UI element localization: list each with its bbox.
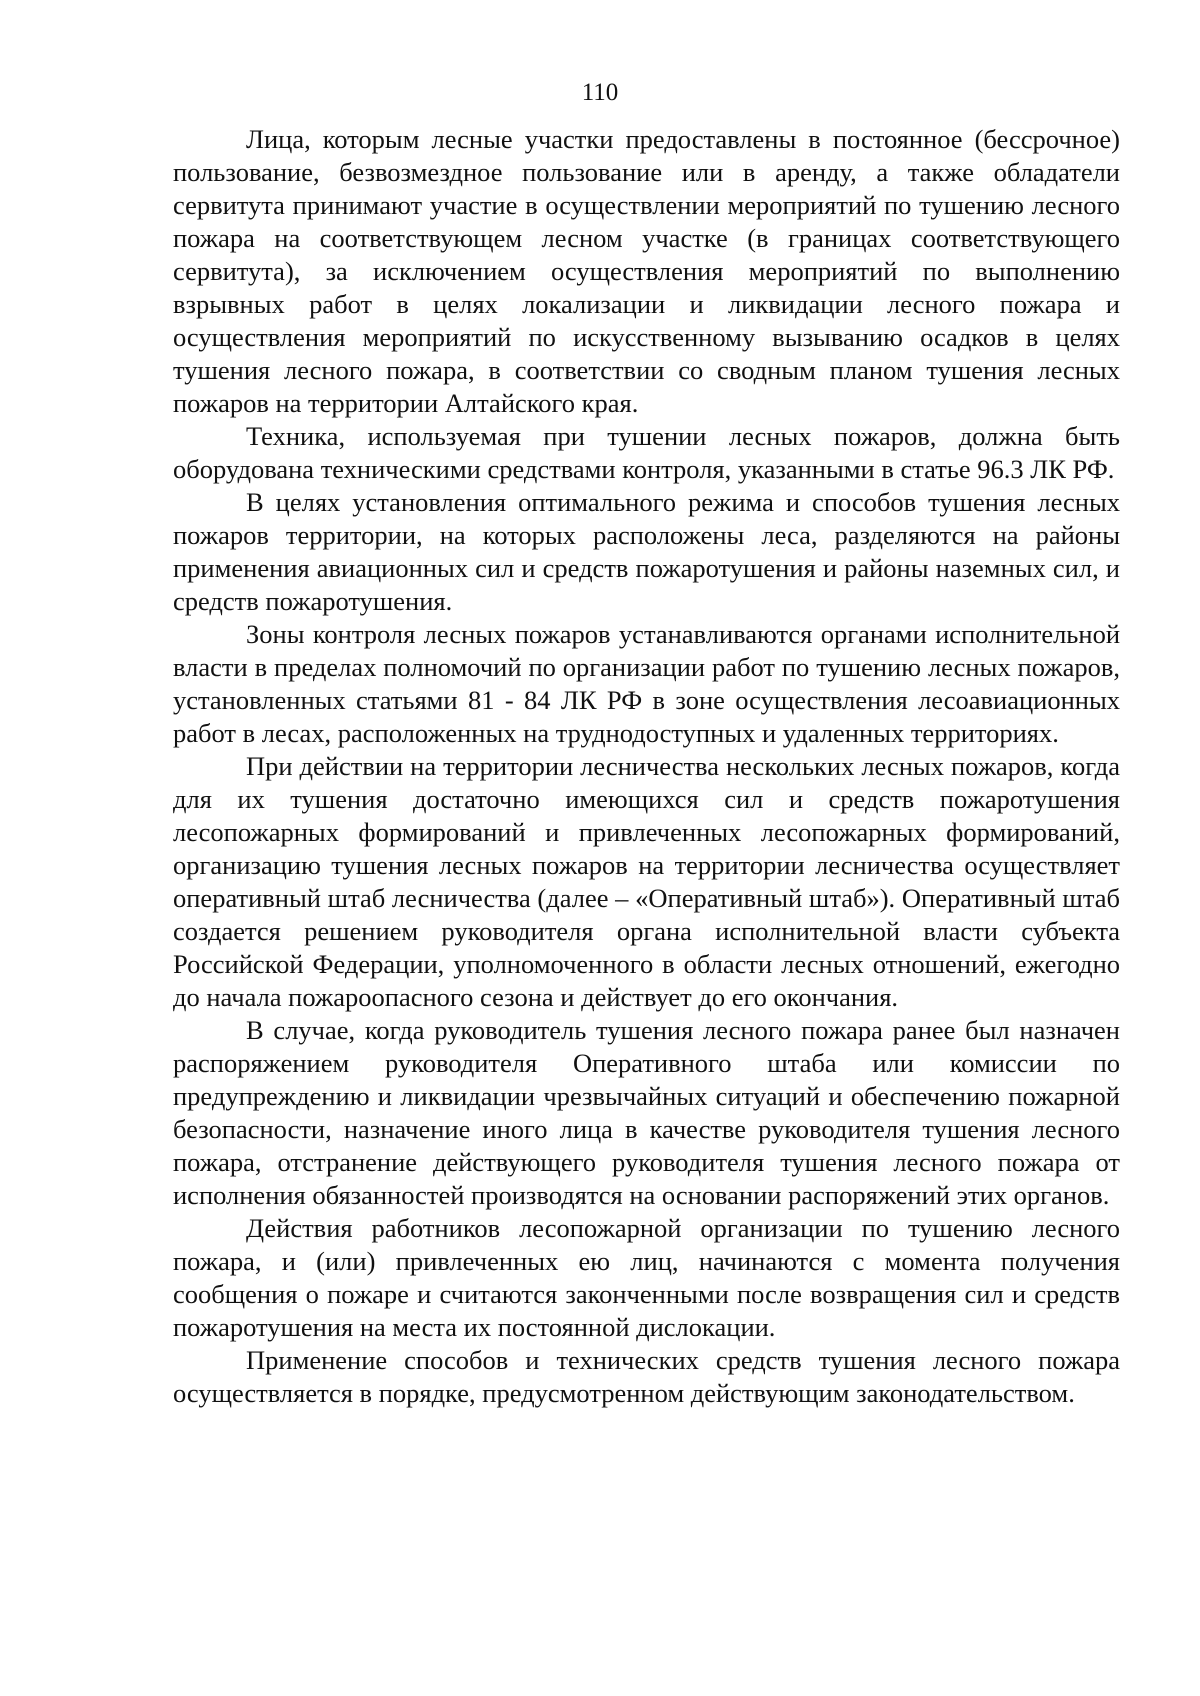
paragraph: Применение способов и технических средств тушения лесного пожара осуществляется в порядке, предусмотренном действующим законодательством.	[173, 1345, 1120, 1408]
paragraph: Техника, используемая при тушении лесных пожаров, должна быть оборудована техническими средствами контроля, указанными в статье 96.3 ЛК РФ.	[173, 421, 1120, 484]
paragraph: Действия работников лесопожарной организации по тушению лесного пожара, и (или) привлеченных ею лиц, начинаются с момента получения сообщения о пожаре и считаются законченными после возвращения сил и средств пожаротушения на места их постоянной дислокации.	[173, 1213, 1120, 1342]
paragraph: Зоны контроля лесных пожаров устанавливаются органами исполнительной власти в пределах полномочий по организации работ по тушению лесных пожаров, установленных статьями 81 - 84 ЛК РФ в зоне осуществления лесоавиационных работ в лесах, расположенных на труднодоступных и удаленных территориях.	[173, 619, 1120, 748]
paragraph: В случае, когда руководитель тушения лесного пожара ранее был назначен распоряжением руководителя Оперативного штаба или комиссии по предупреждению и ликвидации чрезвычайных ситуаций и обеспечению пожарной безопасности, назначение иного лица в качестве руководителя тушения лесного пожара, отстранение действующего руководителя тушения лесного пожара от исполнения обязанностей производятся на основании распоряжений этих органов.	[173, 1015, 1120, 1210]
document-body	[173, 123, 1120, 1410]
paragraph: Лица, которым лесные участки предоставлены в постоянное (бессрочное) пользование, безвозмездное пользование или в аренду, а также обладатели сервитута принимают участие в осуществлении мероприятий по тушению лесного пожара на соответствующем лесном участке (в границах соответствующего сервитута), за исключением осуществления мероприятий по выполнению взрывных работ в целях локализации и ликвидации лесного пожара и осуществления мероприятий по искусственному вызыванию осадков в целях тушения лесного пожара, в соответствии со сводным планом тушения лесных пожаров на территории Алтайского края.	[173, 124, 1120, 418]
paragraph: В целях установления оптимального режима и способов тушения лесных пожаров территории, на которых расположены леса, разделяются на районы применения авиационных сил и средств пожаротушения и районы наземных сил, и средств пожаротушения.	[173, 487, 1120, 616]
paragraph: При действии на территории лесничества нескольких лесных пожаров, когда для их тушения достаточно имеющихся сил и средств пожаротушения лесопожарных формирований и привлеченных лесопожарных формирований, организацию тушения лесных пожаров на территории лесничества осуществляет оперативный штаб лесничества (далее – «Оперативный штаб»). Оперативный штаб создается решением руководителя органа исполнительной власти субъекта Российской Федерации, уполномоченного в области лесных отношений, ежегодно до начала пожароопасного сезона и действует до его окончания.	[173, 751, 1120, 1012]
page-number: 110	[581, 79, 619, 106]
